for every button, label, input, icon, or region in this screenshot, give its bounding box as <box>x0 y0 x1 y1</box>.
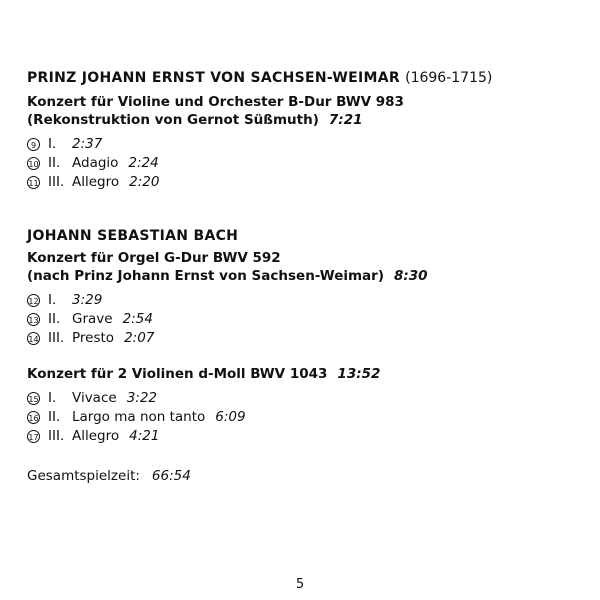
track-row <box>27 330 154 346</box>
movement-number: I. <box>48 136 57 152</box>
track-row <box>27 292 102 308</box>
track-row <box>27 174 159 190</box>
track-number-badge: 11 <box>27 176 40 189</box>
total-playtime <box>27 468 191 484</box>
movement-title: Largo ma non tanto <box>72 409 206 425</box>
work-subtitle: (Rekonstruktion von Gernot Süßmuth) <box>27 112 319 128</box>
total-label: Gesamtspielzeit: <box>27 468 140 484</box>
track-number-badge: 10 <box>27 157 40 170</box>
work-subtitle: (nach Prinz Johann Ernst von Sachsen-Weimar) <box>27 268 384 284</box>
work-title: Konzert für 2 Violinen d-Moll BWV 1043 <box>27 366 328 382</box>
track-number-badge: 15 <box>27 392 40 405</box>
total-value: 66:54 <box>151 468 191 484</box>
composer-heading <box>27 70 492 86</box>
movement-title: Adagio <box>72 155 119 171</box>
movement-number: III. <box>48 330 65 346</box>
movement-number: II. <box>48 155 61 171</box>
movement-title: Vivace <box>72 390 117 406</box>
track-row <box>27 311 153 327</box>
composer-lifespan: (1696-1715) <box>405 70 493 86</box>
movement-number: II. <box>48 409 61 425</box>
movement-time: 3:29 <box>72 292 103 308</box>
movement-title: Presto <box>72 330 115 346</box>
movement-time: 2:54 <box>122 311 153 327</box>
movement-number: I. <box>48 292 57 308</box>
track-number-badge: 14 <box>27 332 40 345</box>
track-row <box>27 155 159 171</box>
work-duration: 8:30 <box>394 268 428 284</box>
movement-title: Allegro <box>72 428 120 444</box>
work-title-line <box>27 268 428 284</box>
movement-time: 2:20 <box>129 174 160 190</box>
track-row <box>27 136 102 152</box>
work-title-line <box>27 366 380 382</box>
movement-number: III. <box>48 428 65 444</box>
page-number: 5 <box>295 577 305 592</box>
work-title-line: Konzert für Orgel G-Dur BWV 592 <box>27 250 281 266</box>
track-number-badge: 17 <box>27 430 40 443</box>
track-number-badge: 13 <box>27 313 40 326</box>
movement-time: 4:21 <box>129 428 160 444</box>
work-duration: 13:52 <box>337 366 381 382</box>
movement-time: 2:07 <box>124 330 155 346</box>
work-title-line: Konzert für Violine und Orchester B-Dur BWV 983 <box>27 94 404 110</box>
movement-time: 6:09 <box>215 409 246 425</box>
track-row <box>27 390 157 406</box>
track-row <box>27 428 159 444</box>
track-number-badge: 12 <box>27 294 40 307</box>
movement-time: 3:22 <box>126 390 158 406</box>
track-row <box>27 409 246 425</box>
work-duration: 7:21 <box>328 112 363 128</box>
composer-name: PRINZ JOHANN ERNST VON SACHSEN-WEIMAR <box>27 70 400 86</box>
work-title-line <box>27 112 363 128</box>
track-number-badge: 9 <box>27 138 40 151</box>
movement-time: 2:24 <box>128 155 159 171</box>
movement-number: II. <box>48 311 61 327</box>
movement-title: Allegro <box>72 174 120 190</box>
movement-number: III. <box>48 174 65 190</box>
composer-name: JOHANN SEBASTIAN BACH <box>27 228 239 244</box>
movement-number: I. <box>48 390 57 406</box>
movement-time: 2:37 <box>72 136 103 152</box>
composer-heading <box>27 228 238 244</box>
movement-title: Grave <box>72 311 113 327</box>
track-number-badge: 16 <box>27 411 40 424</box>
